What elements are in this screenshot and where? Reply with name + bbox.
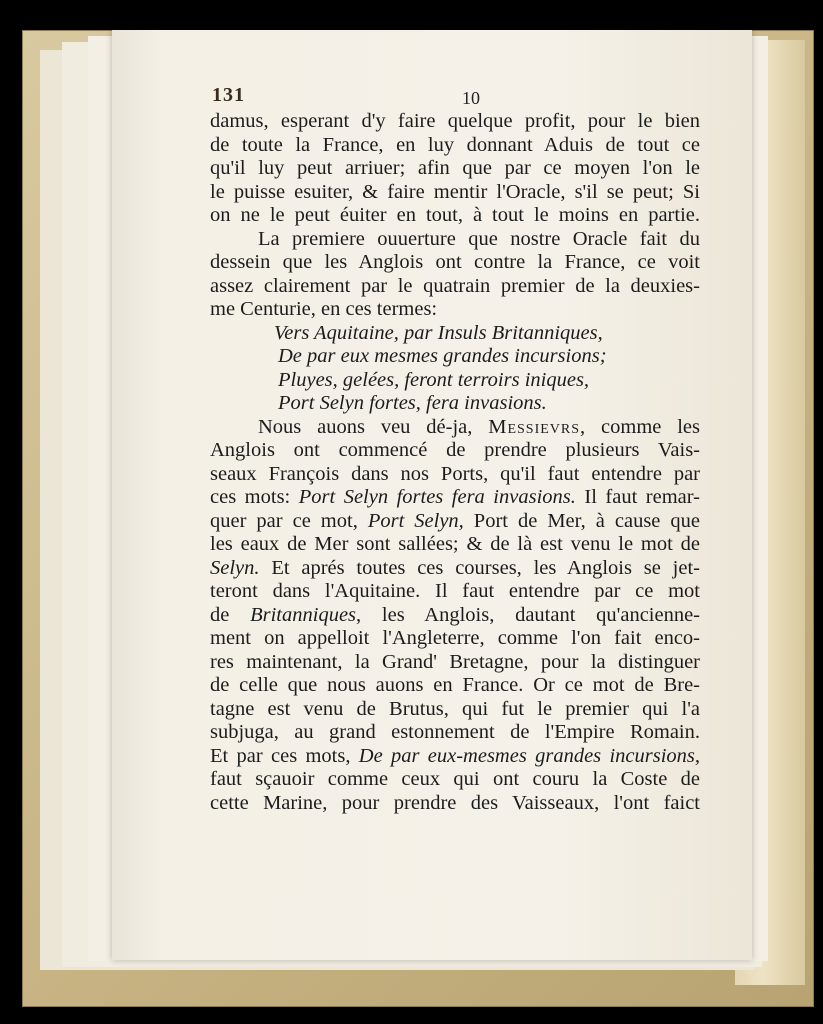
text-run: , les Anglois, dautant qu'ancienne- xyxy=(356,603,701,626)
text-run: Nous auons veu dé-ja, xyxy=(258,415,473,438)
text-run: Il faut remar- xyxy=(584,486,700,508)
text-line xyxy=(210,486,700,510)
quoted-text: De par eux-mesmes grandes incursions, xyxy=(358,744,700,767)
text-run: Port de Mer, à cause que xyxy=(473,509,700,532)
salutation: Messievrs xyxy=(488,415,581,438)
text-line: Anglois ont commencé de prendre plusieurs Vais- xyxy=(210,439,700,461)
text-line: tagne est venu de Brutus, qui fut le premier qui l'a xyxy=(210,697,700,720)
text-line: ment on appelloit l'Angleterre, comme l'on fait enco- xyxy=(210,627,700,649)
text-line: me Centurie, en ces termes: xyxy=(210,298,438,320)
quoted-text: Port Selyn, xyxy=(367,509,464,532)
text-line: de toute la France, en luy donnant Aduis de tout ce xyxy=(210,133,700,156)
text-line xyxy=(210,604,700,628)
text-run: quer par ce mot, xyxy=(210,509,358,532)
text-line: subjuga, au grand estonnement de l'Empire Romain. xyxy=(210,721,700,743)
page-number: 10 xyxy=(462,88,480,108)
quoted-text: Selyn. xyxy=(210,556,260,579)
quatrain-verse: Vers Aquitaine, par Insuls Britanniques, xyxy=(274,321,603,344)
quoted-text: Port Selyn fortes fera invasions. xyxy=(298,486,576,508)
text-line: de celle que nous auons en France. Or ce mot de Bre- xyxy=(210,674,700,696)
text-line xyxy=(210,557,700,581)
text-line: La premiere ouuerture que nostre Oracle fait du xyxy=(258,227,700,250)
text-run: , comme les xyxy=(580,415,700,438)
text-line: seaux François dans nos Ports, qu'il faut entendre par xyxy=(210,462,700,485)
text-line: assez clairement par le quatrain premier de la deuxies- xyxy=(210,274,700,297)
text-line xyxy=(210,745,700,769)
quatrain-verse: Pluyes, gelées, feront terroirs iniques, xyxy=(278,368,590,391)
text-run: Et aprés toutes ces courses, les Anglois se jet- xyxy=(271,556,700,579)
text-line: teront dans l'Aquitaine. Il faut entendre par ce mot xyxy=(210,580,700,602)
text-run: Et par ces mots, xyxy=(210,744,351,767)
text-run: ces mots: xyxy=(210,486,291,508)
quoted-text: Britanniques xyxy=(250,603,357,626)
page-body-text xyxy=(210,110,700,815)
text-line: dessein que les Anglois ont contre la France, ce voit xyxy=(210,251,700,273)
text-line: cette Marine, pour prendre des Vaisseaux, l'ont faict xyxy=(210,791,700,814)
text-line: le puisse esuiter, & faire mentir l'Oracle, s'il se peut; Si xyxy=(210,180,700,203)
text-line: qu'il luy peut arriuer; afin que par ce moyen l'on le xyxy=(210,157,700,179)
text-line: res maintenant, la Grand' Bretagne, pour la distinguer xyxy=(210,650,700,673)
text-line: les eaux de Mer sont sallées; & de là est venu le mot de xyxy=(210,533,700,555)
text-line: on ne le peut éuiter en tout, à tout le moins en partie. xyxy=(210,204,700,226)
quatrain-verse: Port Selyn fortes, fera invasions. xyxy=(278,392,547,414)
text-line: faut sçauoir comme ceux qui ont couru la Coste de xyxy=(210,768,700,790)
text-line xyxy=(210,510,700,534)
handwritten-folio-mark: 131 xyxy=(212,84,245,106)
quatrain-verse: De par eux mesmes grandes incursions; xyxy=(278,345,607,367)
text-line xyxy=(210,416,700,440)
text-line: damus, esperant d'y faire quelque profit, pour le bien xyxy=(210,110,700,132)
text-run: de xyxy=(210,603,230,626)
